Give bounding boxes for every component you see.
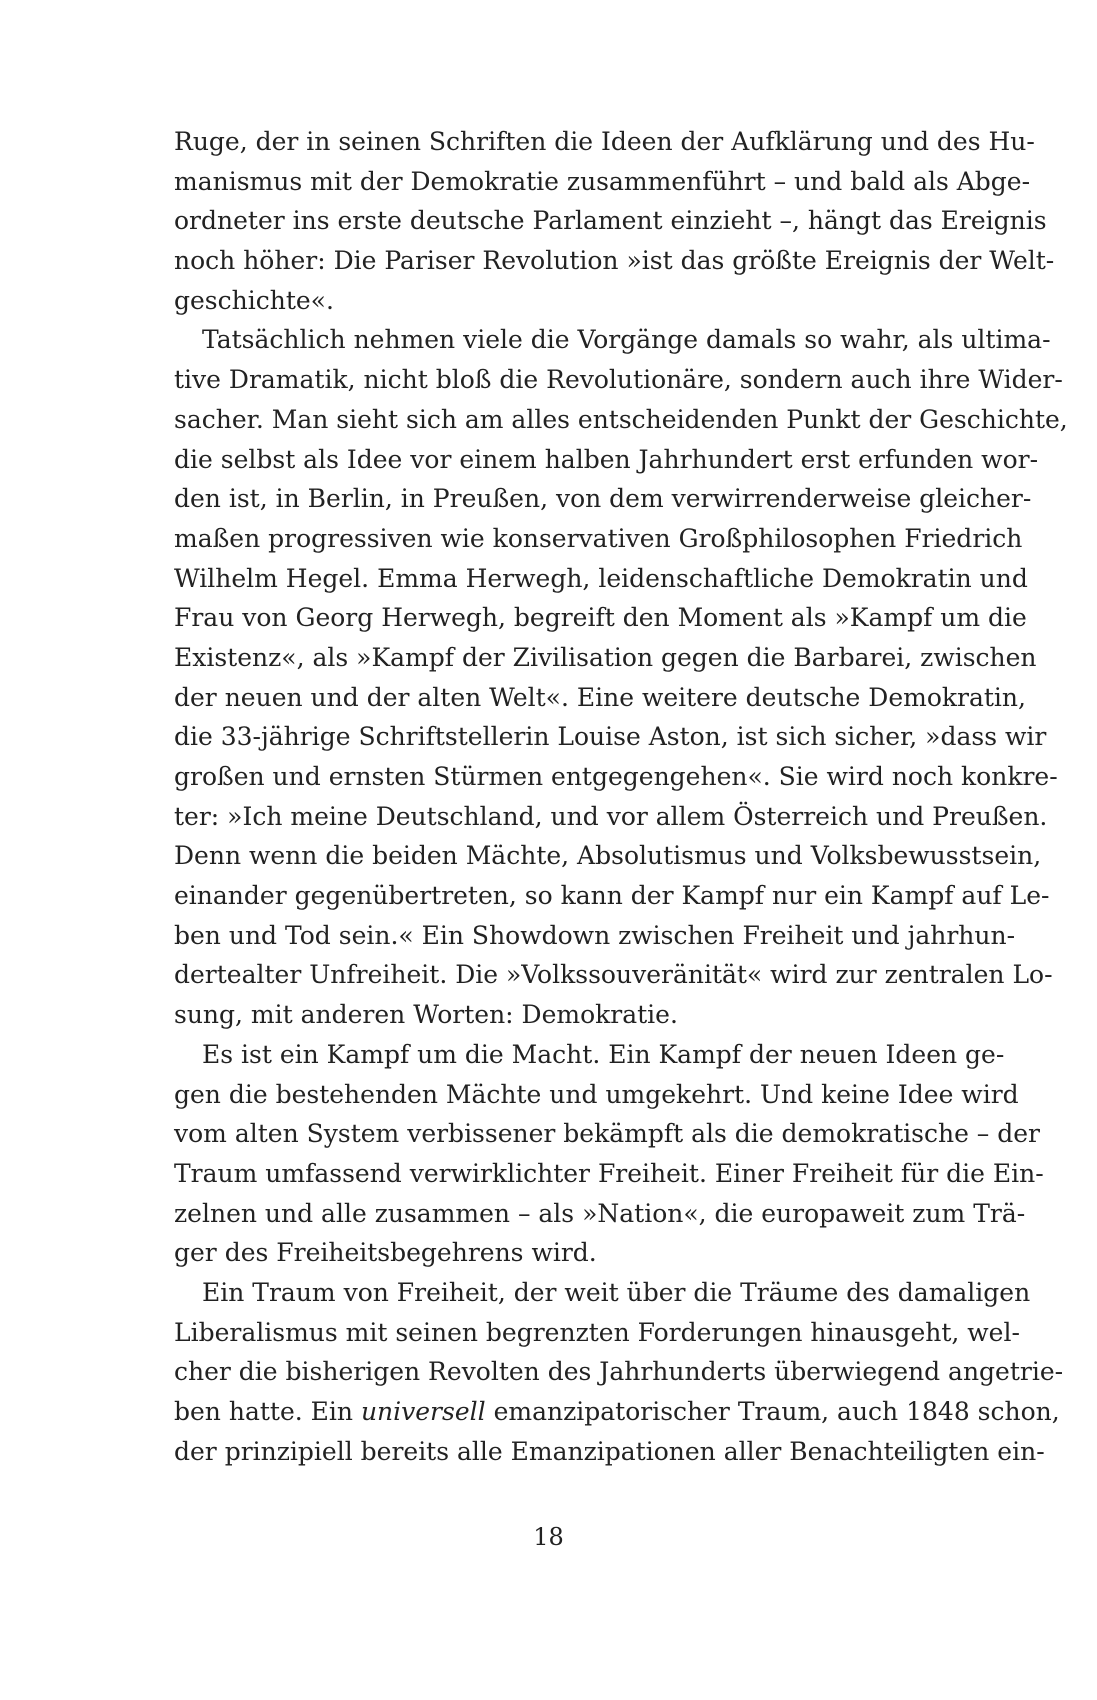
page-number: 18 — [533, 1523, 564, 1551]
text-line: einander gegenübertreten, so kann der Kampf nur ein Kampf auf Le- — [174, 881, 1050, 911]
text-line: ordneter ins erste deutsche Parlament einzieht –, hängt das Ereignis — [174, 206, 1047, 236]
text-line-part: ben hatte. Ein — [174, 1397, 361, 1426]
text-line: sung, mit anderen Worten: Demokratie. — [174, 1000, 678, 1030]
text-line: Existenz«, als »Kampf der Zivilisation gegen die Barbarei, zwischen — [174, 642, 1037, 672]
text-line: Ein Traum von Freiheit, der weit über die Träume des damaligen — [202, 1277, 1031, 1307]
text-line: der prinzipiell bereits alle Emanzipationen aller Benachteiligten ein- — [174, 1436, 1045, 1466]
text-line: dertealter Unfreiheit. Die »Volkssouveränität« wird zur zentralen Lo- — [174, 960, 1053, 990]
text-line: Liberalismus mit seinen begrenzten Forderungen hinausgeht, wel- — [174, 1317, 1020, 1347]
text-line: den ist, in Berlin, in Preußen, von dem verwirrenderweise gleicher- — [174, 484, 1032, 514]
text-line: zelnen und alle zusammen – als »Nation«, die europaweit zum Trä- — [174, 1198, 1026, 1228]
text-line: noch höher: Die Pariser Revolution »ist das größte Ereignis der Welt- — [174, 246, 1055, 276]
text-line: Es ist ein Kampf um die Macht. Ein Kampf der neuen Ideen ge- — [202, 1039, 1005, 1069]
text-line: geschichte«. — [174, 285, 334, 315]
text-line: Tatsächlich nehmen viele die Vorgänge damals so wahr, als ultima- — [202, 325, 1051, 355]
text-line: gen die bestehenden Mächte und umgekehrt. Und keine Idee wird — [174, 1079, 1019, 1109]
text-line: Wilhelm Hegel. Emma Herwegh, leidenschaftliche Demokratin und — [174, 563, 1028, 593]
text-line: sacher. Man sieht sich am alles entscheidenden Punkt der Geschichte, — [174, 404, 1068, 434]
text-line: vom alten System verbissener bekämpft als die demokratische – der — [174, 1119, 1041, 1149]
text-line: ger des Freiheitsbegehrens wird. — [174, 1238, 597, 1268]
text-line — [174, 1392, 1060, 1432]
text-line: Ruge, der in seinen Schriften die Ideen der Aufklärung und des Hu- — [174, 127, 1035, 156]
text-line: Frau von Georg Herwegh, begreift den Moment als »Kampf um die — [174, 603, 1027, 633]
text-line: Denn wenn die beiden Mächte, Absolutismus und Volksbewusstsein, — [174, 841, 1042, 871]
text-line-part: emanzipatorischer Traum, auch 1848 schon, — [485, 1397, 1060, 1426]
text-line: tive Dramatik, nicht bloß die Revolutionäre, sondern auch ihre Wider- — [174, 365, 1063, 395]
text-line: Traum umfassend verwirklichter Freiheit. Einer Freiheit für die Ein- — [174, 1158, 1044, 1188]
text-line: manismus mit der Demokratie zusammenführt – und bald als Abge- — [174, 166, 1031, 196]
text-line: der neuen und der alten Welt«. Eine weitere deutsche Demokratin, — [174, 682, 1026, 712]
text-line: cher die bisherigen Revolten des Jahrhunderts überwiegend angetrie- — [174, 1357, 1064, 1387]
emphasis-word: universell — [360, 1397, 486, 1426]
text-line: großen und ernsten Stürmen entgegengehen«. Sie wird noch konkre- — [174, 762, 1058, 791]
text-line: ter: »Ich meine Deutschland, und vor allem Österreich und Preußen. — [174, 801, 1048, 831]
text-line: die selbst als Idee vor einem halben Jahrhundert erst erfunden wor- — [174, 444, 1039, 474]
body-text — [174, 122, 1068, 1471]
text-line: ben und Tod sein.« Ein Showdown zwischen Freiheit und jahrhun- — [174, 920, 1016, 950]
text-line: die 33-jährige Schriftstellerin Louise Aston, ist sich sicher, »dass wir — [174, 722, 1047, 752]
text-line: maßen progressiven wie konservativen Großphilosophen Friedrich — [174, 523, 1023, 553]
